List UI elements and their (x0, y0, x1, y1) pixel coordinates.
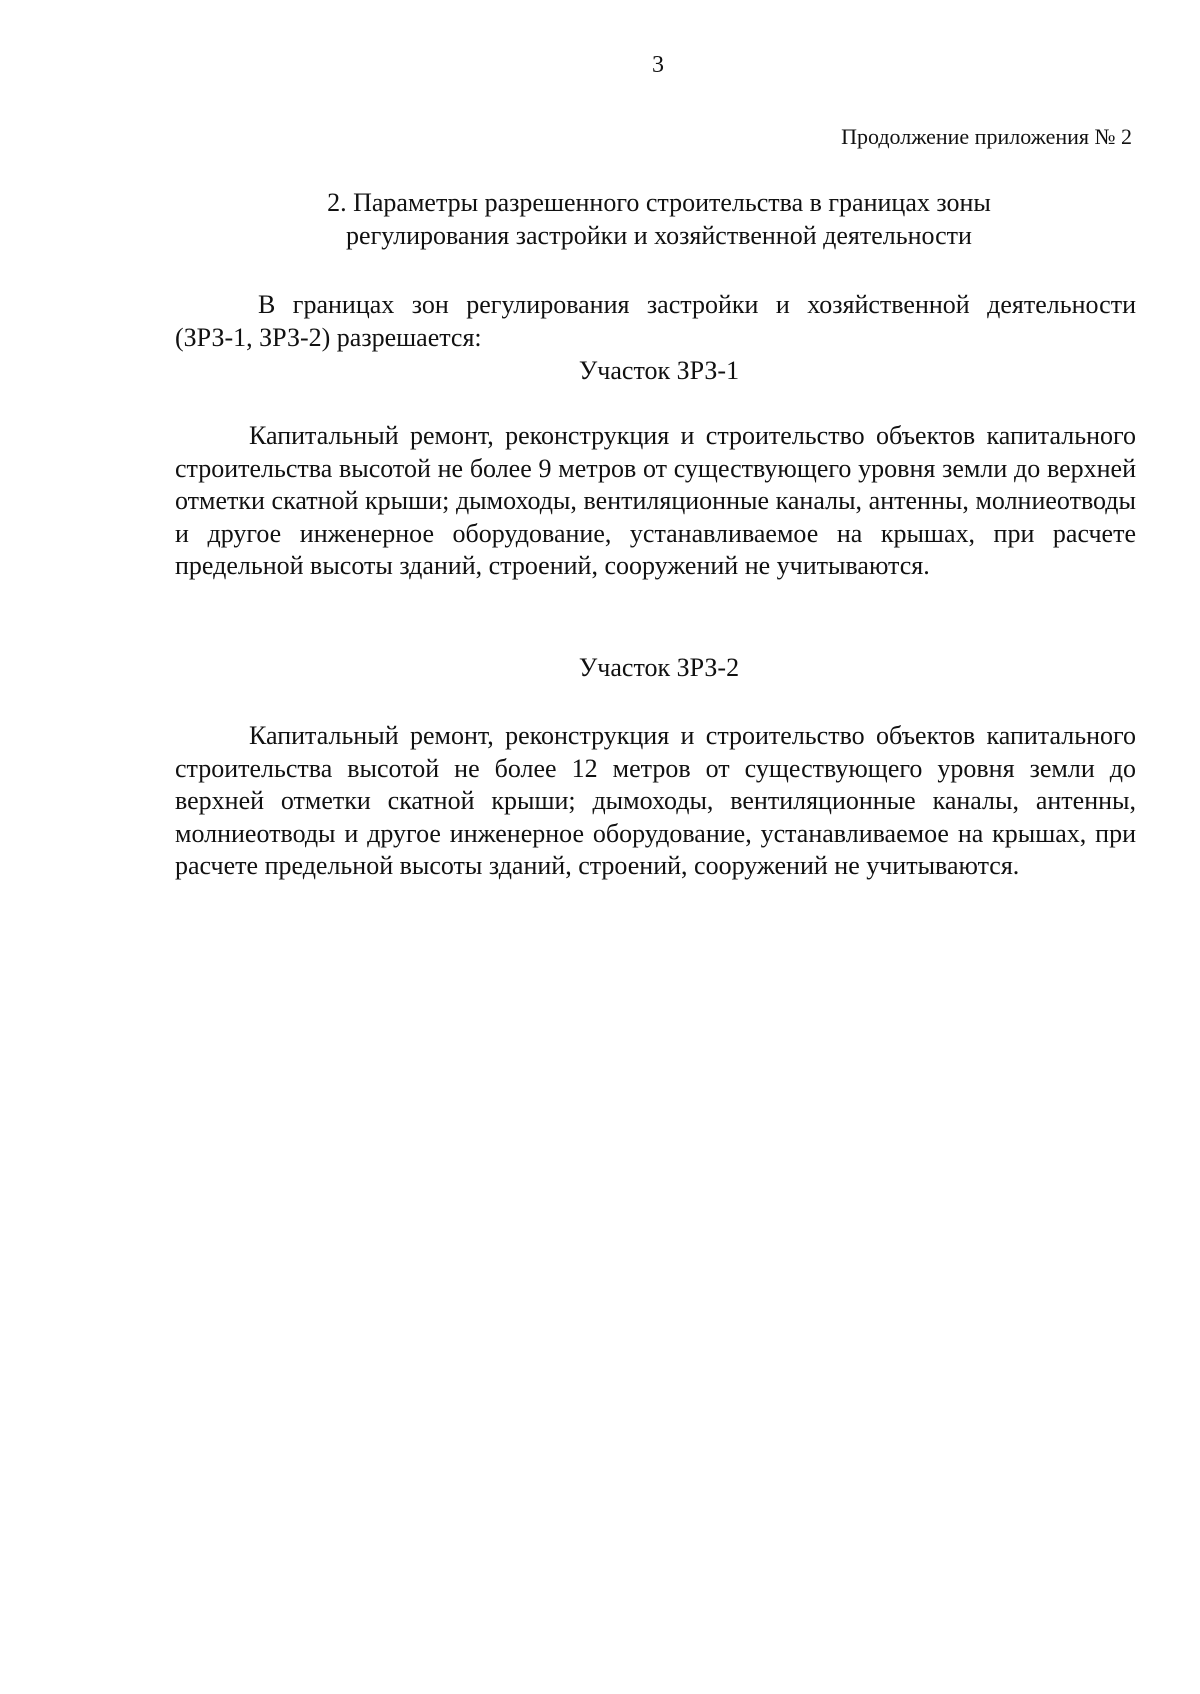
plot-1-paragraph: Капитальный ремонт, реконструкция и строительство объектов капитального строительства высотой не более 9 метров от существующего уровня земли до верхней отметки скатной крыши; дымоходы, вентиляционные каналы, антенны, молниеотводы и другое инженерное оборудование, устанавливаемое на крышах, при расчете предельной высоты зданий, строений, сооружений не учитываются. (175, 421, 1136, 580)
section-title (180, 186, 1138, 252)
appendix-note: Продолжение приложения № 2 (841, 124, 1132, 149)
intro-paragraph: В границах зон регулирования застройки и хозяйственной деятельности (ЗРЗ-1, ЗРЗ-2) разрешается: (175, 290, 1136, 352)
plot-2-title: Участок ЗРЗ-2 (578, 653, 740, 682)
plot-1-title: Участок ЗРЗ-1 (578, 356, 740, 385)
plot-2-paragraph: Капитальный ремонт, реконструкция и строительство объектов капитального строительства высотой не более 12 метров от существующего уровня земли до верхней отметки скатной крыши; дымоходы, вентиляционные каналы, антенны, молниеотводы и другое инженерное оборудование, устанавливаемое на крышах, при расчете предельной высоты зданий, строений, сооружений не учитываются. (175, 721, 1136, 880)
section-title-line-2: регулирования застройки и хозяйственной деятельности (346, 221, 972, 250)
page-number: 3 (652, 52, 664, 78)
section-title-line-1: 2. Параметры разрешенного строительства в границах зоны (327, 188, 991, 217)
